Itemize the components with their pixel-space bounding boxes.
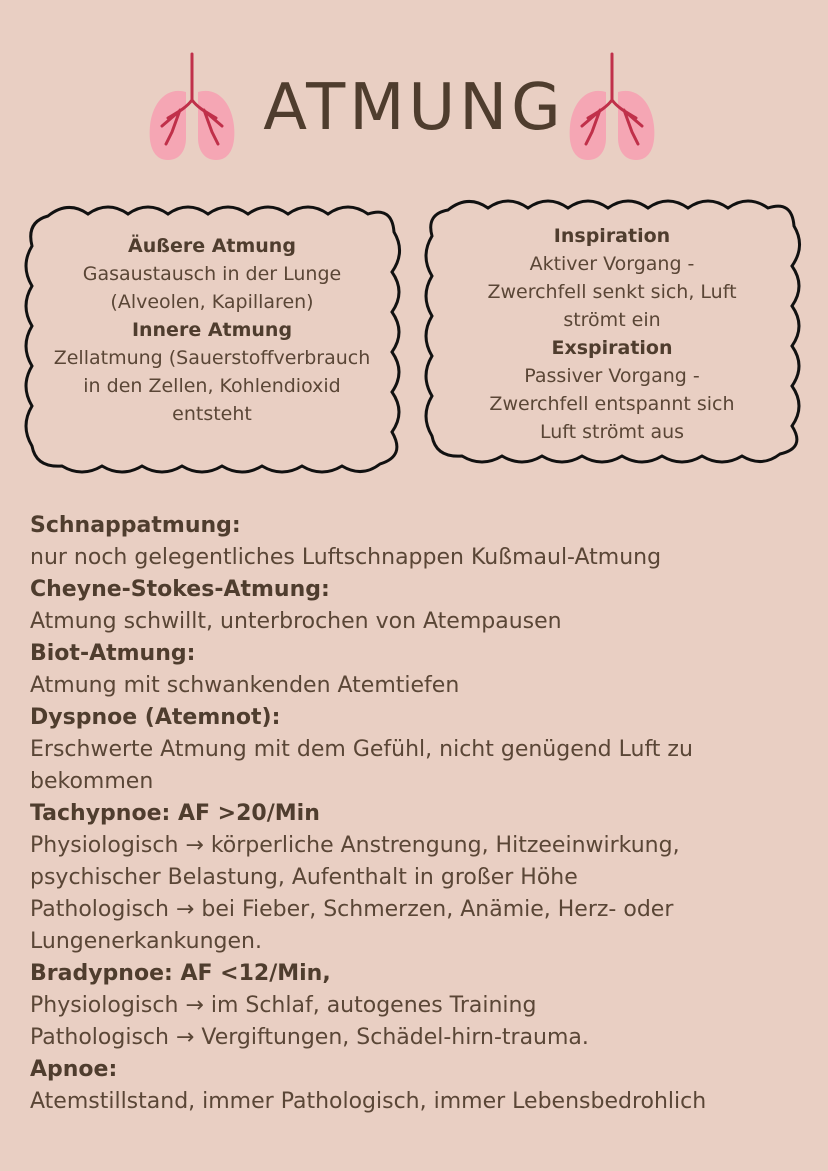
term-heading: Apnoe:	[30, 1057, 118, 1082]
box-line: Zellatmung (Sauerstoffverbrauch	[53, 347, 371, 369]
info-box-atmung	[18, 196, 406, 482]
lungs-icon	[566, 52, 658, 164]
term-line: Atemstillstand, immer Pathologisch, immer Lebensbedrohlich	[30, 1089, 707, 1114]
breathing-terms-list	[30, 510, 810, 1118]
box-line: in den Zellen, Kohlendioxid	[83, 375, 341, 397]
term-heading: Tachypnoe: AF >20/Min	[30, 801, 320, 826]
box-line: Gasaustausch in der Lunge	[82, 263, 342, 285]
term-line: Atmung mit schwankenden Atemtiefen	[30, 673, 460, 698]
box-line: Zwerchfell senkt sich, Luft	[487, 281, 737, 303]
box-line: Luft strömt aus	[539, 421, 685, 443]
box-heading: Exspiration	[551, 337, 673, 359]
box-content	[18, 232, 406, 428]
term-line: Erschwerte Atmung mit dem Gefühl, nicht genügend Luft zu	[30, 737, 693, 762]
term-line: Physiologisch → körperliche Anstrengung, Hitzeeinwirkung,	[30, 833, 680, 858]
box-line: Aktiver Vorgang -	[529, 253, 695, 275]
term-heading: Bradypnoe: AF <12/Min,	[30, 961, 331, 986]
box-heading: Äußere Atmung	[128, 235, 296, 257]
box-heading: Innere Atmung	[131, 319, 293, 341]
page-title: ATMUNG	[263, 71, 565, 145]
term-line: psychischer Belastung, Aufenthalt in großer Höhe	[30, 865, 578, 890]
box-heading: Inspiration	[553, 225, 671, 247]
term-heading: Dyspnoe (Atemnot):	[30, 705, 281, 730]
box-line: entsteht	[172, 403, 252, 425]
box-line: strömt ein	[563, 309, 661, 331]
term-line: Atmung schwillt, unterbrochen von Atempausen	[30, 609, 562, 634]
title-row	[0, 48, 828, 168]
term-heading: Biot-Atmung:	[30, 641, 196, 666]
box-content	[418, 222, 806, 446]
info-box-inspiration	[418, 190, 806, 472]
term-line: Lungenerkankungen.	[30, 929, 262, 954]
box-line: (Alveolen, Kapillaren)	[110, 291, 314, 313]
term-line: Pathologisch → bei Fieber, Schmerzen, Anämie, Herz- oder	[30, 897, 674, 922]
term-line: Physiologisch → im Schlaf, autogenes Training	[30, 993, 537, 1018]
term-line: bekommen	[30, 769, 154, 794]
term-heading: Cheyne-Stokes-Atmung:	[30, 577, 330, 602]
term-line: nur noch gelegentliches Luftschnappen Kußmaul-Atmung	[30, 545, 662, 570]
term-heading: Schnappatmung:	[30, 513, 241, 538]
box-line: Passiver Vorgang -	[524, 365, 700, 387]
box-line: Zwerchfell entspannt sich	[489, 393, 735, 415]
term-line: Pathologisch → Vergiftungen, Schädel-hirn-trauma.	[30, 1025, 589, 1050]
